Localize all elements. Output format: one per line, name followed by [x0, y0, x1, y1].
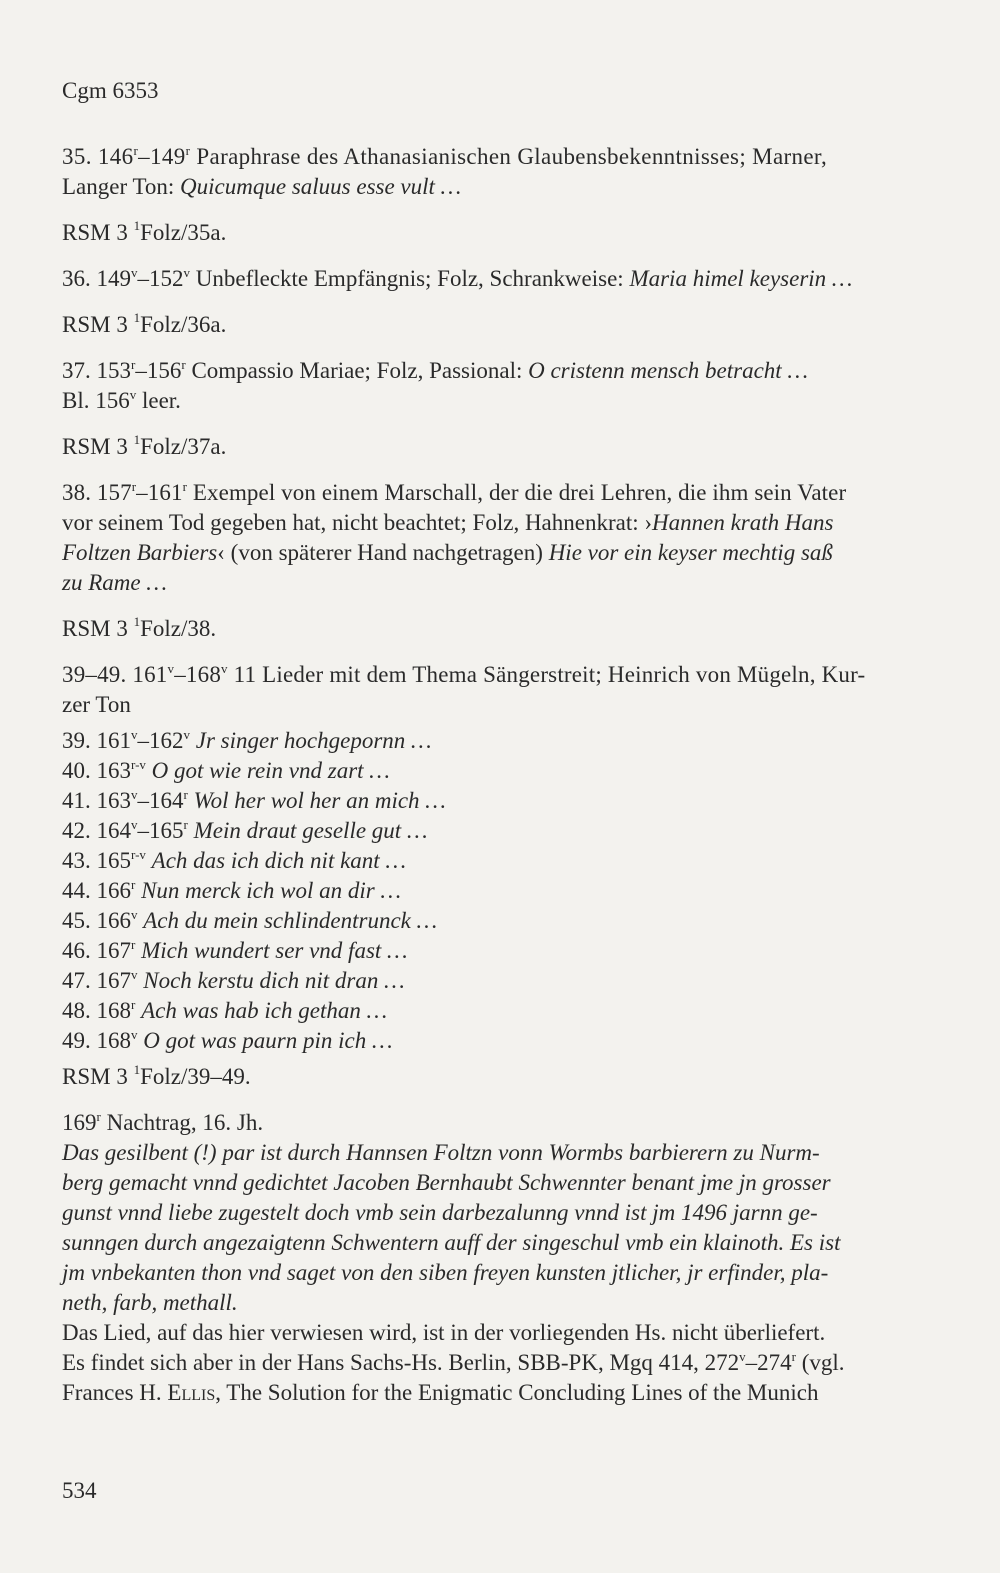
- incipit: Ach das ich dich nit kant …: [151, 848, 406, 873]
- incipit: Maria himel keyserin …: [629, 266, 853, 291]
- rsm-reference: RSM 3 $^1$Folz/35a.: [62, 218, 227, 245]
- entry-38: 38. 157$^r$–161$^r$ Exempel von einem Marschall, der die drei Lehren, die ihm sein Vater vor seinem Tod gegeben hat, nicht beachtet; Folz, Hahnenkrat: ›Hannen krath Hans Foltzen Barbiers‹ (von späterer Hand nachgetragen) Hie vor ein keyser mechtig saß zu Rame …: [62, 479, 847, 595]
- page: [62, 0, 947, 1573]
- entry-number: 39–49.: [62, 662, 127, 687]
- entry-number: 35.: [62, 144, 92, 169]
- page-number: 534: [62, 1478, 97, 1503]
- entry-number: 36.: [62, 266, 91, 291]
- list-item: 48. 168$^r$ Ach was hab ich gethan …: [62, 997, 388, 1023]
- entry-number: 38.: [62, 480, 92, 505]
- rsm-reference: RSM 3 $^1$Folz/39–49.: [62, 1062, 251, 1089]
- note-text: Das Lied, auf das hier verwiesen wird, ist in der vorliegenden Hs. nicht überliefert.: [62, 1320, 826, 1345]
- incipit: Hie vor ein keyser mechtig saß: [548, 540, 833, 565]
- entry-description: Exempel von einem Marschall, der die drei Lehren, die ihm sein Vater: [187, 480, 847, 505]
- incipit: Noch kerstu dich nit dran …: [143, 968, 405, 993]
- note-text: Es findet sich aber in der Hans Sachs-Hs. Berlin, SBB-PK, Mgq 414, 272$^v$–274$^r$ (vgl.: [62, 1349, 845, 1375]
- folio: 146: [97, 144, 134, 169]
- entry-description: 11 Lieder mit dem Thema Sängerstreit; Heinrich von Mügeln, Kur-: [227, 662, 866, 687]
- list-item: 44. 166$^r$ Nun merck ich wol an dir …: [62, 877, 401, 903]
- rsm-reference: RSM 3 $^1$Folz/38.: [62, 614, 217, 641]
- nachtrag-text: jm vnbekanten thon vnd saget von den siben freyen kunsten jtlicher, jr erfinder, pla-: [62, 1260, 829, 1285]
- entry-description: Paraphrase des Athanasianischen Glaubensbekenntnisses; Marner,: [190, 144, 828, 169]
- list-item: 46. 167$^r$ Mich wundert ser vnd fast …: [62, 937, 408, 963]
- incipit: Jr singer hochgepornn …: [195, 728, 432, 753]
- nachtrag-text: Das gesilbent (!) par ist durch Hannsen Foltzn vonn Wormbs barbierern zu Nurm-: [62, 1140, 820, 1165]
- incipit: Mein draut geselle gut …: [193, 818, 428, 843]
- entry-36: 36. 149$^v$–152$^v$ Unbefleckte Empfängnis; Folz, Schrankweise: Maria himel keyserin …: [62, 265, 853, 291]
- entry-description: Unbefleckte Empfängnis; Folz, Schrankweise:: [190, 266, 630, 291]
- nachtrag: 169$^r$ Nachtrag, 16. Jh. Das gesilbent (!) par ist durch Hannsen Foltzn vonn Wormbs barbierern zu Nurm- berg gemacht vnnd gedichtet Jacoben Bernhaubt Schwennter benant jme jn grosser gunst vnnd liebe zugestelt doch vmb sein darbezalunng vnnd ist jm 1496 jarnn ge- sunngen durch angezaigtenn Schwentern auff der singeschul vmb ein klainoth. Es ist jm vnbekanten thon vnd saget von den siben freyen kunsten jtlicher, jr erfinder, pla- neth, farb, methall. Das Lied, auf das hier verwiesen wird, ist in der vorliegenden Hs. nicht überliefert. Es findet sich aber in der Hans Sachs-Hs. Berlin, SBB-PK, Mgq 414, 272$^v$–274$^r$ (vgl. Frances H. Ellis, The Solution for the Enigmatic Concluding Lines of the Munich: [62, 1108, 947, 1408]
- author-name: Ellis: [167, 1380, 216, 1405]
- nachtrag-text: neth, farb, methall.: [62, 1290, 238, 1315]
- song-list: [62, 726, 947, 1056]
- nachtrag-text: sunngen durch angezaigtenn Schwentern auff der singeschul vmb ein klainoth. Es ist: [62, 1230, 841, 1255]
- catalogue-content: [62, 142, 947, 1408]
- running-header: Cgm 6353: [62, 78, 159, 103]
- nachtrag-text: gunst vnnd liebe zugestelt doch vmb sein darbezalunng vnnd ist jm 1496 jarnn ge-: [62, 1200, 818, 1225]
- list-item: 40. 163$^{r-v}$ O got wie rein vnd zart …: [62, 757, 390, 783]
- list-item: 41. 163$^v$–164$^r$ Wol her wol her an mich …: [62, 787, 446, 813]
- incipit: Wol her wol her an mich …: [193, 788, 446, 813]
- incipit: Nun merck ich wol an dir …: [141, 878, 401, 903]
- incipit: O got wie rein vnd zart …: [151, 758, 390, 783]
- list-item: 42. 164$^v$–165$^r$ Mein draut geselle gut …: [62, 817, 428, 843]
- list-item: 39. 161$^v$–162$^v$ Jr singer hochgepornn …: [62, 727, 432, 753]
- folio: 149: [150, 144, 186, 169]
- entry-39-49: 39–49. 161$^v$–168$^v$ 11 Lieder mit dem Thema Sängerstreit; Heinrich von Mügeln, Kur- zer Ton: [62, 661, 866, 717]
- list-item: 49. 168$^v$ O got was paurn pin ich …: [62, 1027, 393, 1053]
- entry-description: Compassio Mariae; Folz, Passional:: [185, 358, 529, 383]
- incipit: Ach was hab ich gethan …: [141, 998, 388, 1023]
- rsm-reference: RSM 3 $^1$Folz/37a.: [62, 432, 227, 459]
- nachtrag-text: berg gemacht vnnd gedichtet Jacoben Bernhaubt Schwennter benant jme jn grosser: [62, 1170, 831, 1195]
- incipit: O got was paurn pin ich …: [143, 1028, 393, 1053]
- incipit: Ach du mein schlindentrunck …: [143, 908, 438, 933]
- incipit: O cristenn mensch betracht …: [528, 358, 808, 383]
- rsm-reference: RSM 3 $^1$Folz/36a.: [62, 310, 227, 337]
- entry-35: 35. 146$^r$–149$^r$ Paraphrase des Athanasianischen Glaubensbekenntnisses; Marner, Langer Ton: Quicumque saluus esse vult …: [62, 143, 828, 199]
- entry-number: 37.: [62, 358, 91, 383]
- list-item: 43. 165$^{r-v}$ Ach das ich dich nit kant …: [62, 847, 406, 873]
- list-item: 45. 166$^v$ Ach du mein schlindentrunck …: [62, 907, 438, 933]
- entry-37: 37. 153$^r$–156$^r$ Compassio Mariae; Folz, Passional: O cristenn mensch betracht … Bl. 156$^v$ leer.: [62, 357, 808, 413]
- list-item: 47. 167$^v$ Noch kerstu dich nit dran …: [62, 967, 405, 993]
- note-text: Frances H. Ellis, The Solution for the Enigmatic Concluding Lines of the Munich: [62, 1380, 819, 1405]
- incipit: Mich wundert ser vnd fast …: [141, 938, 408, 963]
- incipit: Quicumque saluus esse vult …: [180, 174, 462, 199]
